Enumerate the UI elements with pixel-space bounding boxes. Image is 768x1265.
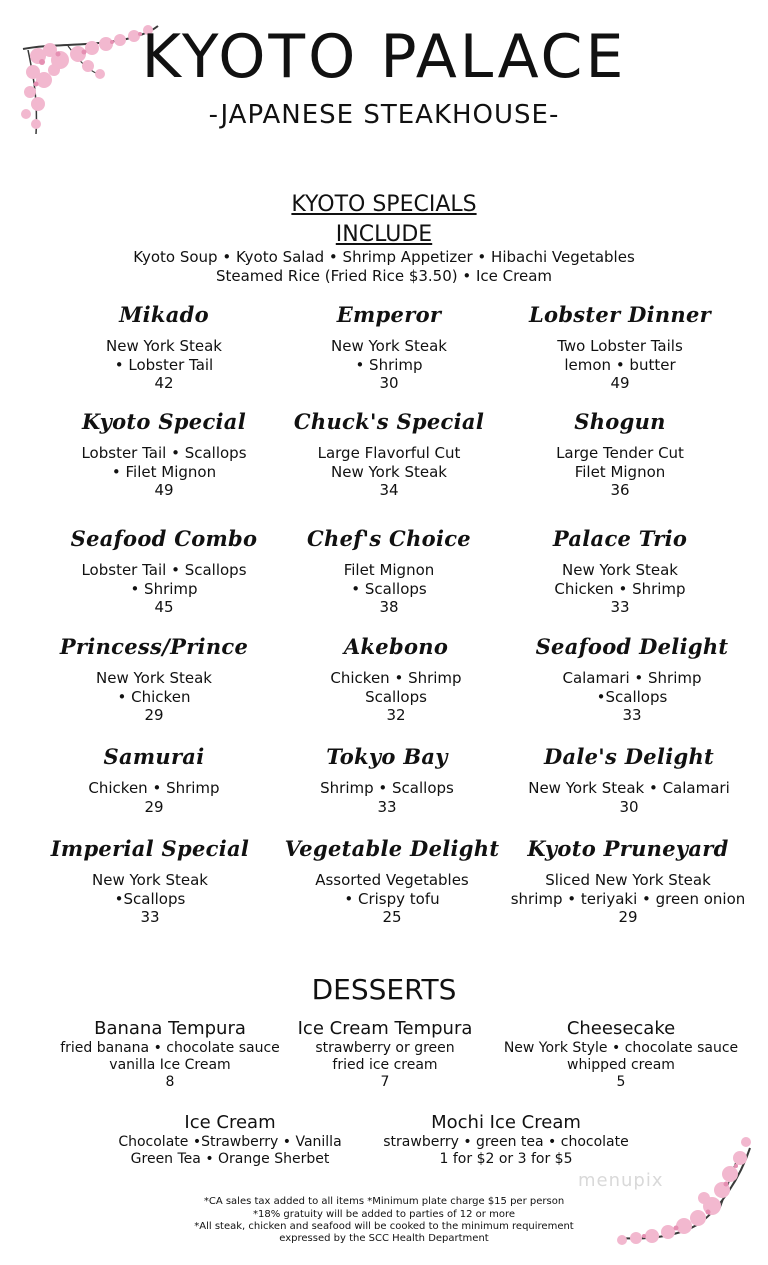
includes-line-2: Steamed Rice (Fried Rice $3.50) • Ice Cream xyxy=(215,267,553,285)
dish-name: Tokyo Bay xyxy=(326,744,448,769)
dish-line: Lobster Tail • Scallops xyxy=(81,561,247,579)
dessert-cheesecake xyxy=(490,1018,752,1091)
dish-price: 29 xyxy=(144,797,164,816)
dish-line: Large Flavorful Cut xyxy=(317,444,461,462)
dish-lobster-dinner xyxy=(500,302,740,393)
dessert-name: Cheesecake xyxy=(566,1018,676,1039)
dish-line: • Scallops xyxy=(351,579,427,598)
dish-imperial-special xyxy=(30,836,270,927)
desserts-heading: DESSERTS xyxy=(311,973,457,1006)
restaurant-title: KYOTO PALACE xyxy=(141,22,627,92)
dish-line: • Chicken xyxy=(117,687,191,706)
dish-emperor xyxy=(269,302,509,393)
dish-price: 49 xyxy=(610,374,630,392)
dish-name: Princess/Prince xyxy=(59,634,249,659)
dish-price: 38 xyxy=(379,598,399,616)
note-line-2: *18% gratuity will be added to parties of 12 or more xyxy=(253,1209,515,1220)
dessert-price: 7 xyxy=(380,1074,390,1090)
dish-name: Seafood Delight xyxy=(535,634,729,659)
dish-princess-prince xyxy=(34,634,274,725)
dish-name: Lobster Dinner xyxy=(528,302,712,327)
dish-name: Palace Trio xyxy=(552,526,688,551)
dish-price: 34 xyxy=(379,481,399,499)
dish-price: 30 xyxy=(619,797,639,816)
dish-line: shrimp • teriyaki • green onion xyxy=(510,889,746,908)
note-line-4: expressed by the SCC Health Department xyxy=(279,1233,489,1244)
watermark: menupix xyxy=(578,1170,664,1191)
dish-price: 29 xyxy=(618,908,638,926)
dish-samurai xyxy=(34,744,274,816)
dish-line: • Shrimp xyxy=(130,579,198,598)
dish-line: Chicken • Shrimp xyxy=(554,579,686,598)
dish-price: 25 xyxy=(382,908,402,926)
note-line-3: *All steak, chicken and seafood will be cooked to the minimum requirement xyxy=(194,1221,574,1232)
dish-price: 36 xyxy=(610,481,630,499)
dish-name: Akebono xyxy=(343,634,449,659)
dish-line: New York Steak xyxy=(331,337,447,355)
dish-chefs-choice xyxy=(269,526,509,617)
restaurant-subtitle: -JAPANESE STEAKHOUSE- xyxy=(208,100,560,130)
dish-line: Calamari • Shrimp xyxy=(562,669,702,687)
dish-line: Two Lobster Tails xyxy=(557,337,683,355)
dish-line: Sliced New York Steak xyxy=(545,871,711,889)
dish-kyoto-pruneyard xyxy=(500,836,756,927)
dish-price: 33 xyxy=(622,706,642,724)
dish-line: New York Steak xyxy=(92,871,208,889)
dish-tokyo-bay xyxy=(267,744,507,816)
dish-line: Scallops xyxy=(365,687,427,706)
dish-dales-delight xyxy=(509,744,749,816)
dish-line: • Crispy tofu xyxy=(344,889,440,908)
dish-seafood-combo xyxy=(44,526,284,617)
dish-price: 33 xyxy=(610,598,630,616)
dish-line: •Scallops xyxy=(114,889,186,908)
dish-price: 33 xyxy=(377,797,397,816)
dish-name: Vegetable Delight xyxy=(284,836,500,861)
dessert-mochi-ice-cream xyxy=(362,1112,650,1168)
dish-line: New York Steak xyxy=(96,669,212,687)
dish-price: 30 xyxy=(379,374,399,392)
dish-name: Chuck's Special xyxy=(293,409,485,434)
dessert-line: New York Style • chocolate sauce xyxy=(503,1040,739,1056)
note-line-1: *CA sales tax added to all items *Minimum plate charge $15 per person xyxy=(203,1196,565,1207)
dessert-line: 1 for $2 or 3 for $5 xyxy=(439,1151,573,1167)
dish-name: Emperor xyxy=(336,302,442,327)
dessert-line: fried banana • chocolate sauce xyxy=(60,1040,280,1056)
dish-name: Shogun xyxy=(574,409,666,434)
dish-line: lemon • butter xyxy=(564,355,676,374)
dessert-name: Ice Cream Tempura xyxy=(297,1018,473,1039)
dish-shogun xyxy=(500,409,740,500)
dish-line: New York Steak • Calamari xyxy=(528,779,730,797)
dish-name: Kyoto Pruneyard xyxy=(527,836,729,861)
dessert-price: 8 xyxy=(165,1074,175,1090)
dish-line: Filet Mignon xyxy=(343,561,435,579)
dish-price: 42 xyxy=(154,374,174,392)
specials-heading: KYOTO SPECIALS xyxy=(291,192,477,217)
dish-line: New York Steak xyxy=(331,462,447,481)
dish-name: Kyoto Special xyxy=(82,409,246,434)
dish-name: Chef's Choice xyxy=(307,526,471,551)
dish-mikado xyxy=(44,302,284,393)
dessert-line: whipped cream xyxy=(567,1057,675,1073)
dish-line: Large Tender Cut xyxy=(556,444,684,462)
dish-name: Imperial Special xyxy=(50,836,250,861)
dish-line: • Lobster Tail xyxy=(114,355,214,374)
dish-line: Chicken • Shrimp xyxy=(88,779,220,797)
dessert-line: Chocolate •Strawberry • Vanilla xyxy=(118,1134,342,1150)
dish-price: 32 xyxy=(386,706,406,724)
dish-line: Chicken • Shrimp xyxy=(330,669,462,687)
dish-line: Assorted Vegetables xyxy=(315,871,469,889)
dish-akebono xyxy=(276,634,516,725)
includes-line-1: Kyoto Soup • Kyoto Salad • Shrimp Appetizer • Hibachi Vegetables xyxy=(133,248,635,266)
dish-line: • Shrimp xyxy=(355,355,423,374)
dessert-price: 5 xyxy=(616,1074,626,1090)
dessert-name: Banana Tempura xyxy=(94,1018,246,1039)
dessert-banana-tempura xyxy=(40,1018,300,1091)
dish-price: 33 xyxy=(140,908,160,926)
dish-kyoto-special xyxy=(44,409,284,500)
dessert-ice-cream-tempura xyxy=(285,1018,485,1091)
dish-price: 29 xyxy=(144,706,164,724)
dish-line: New York Steak xyxy=(106,337,222,355)
dish-name: Samurai xyxy=(103,744,205,769)
dessert-line: fried ice cream xyxy=(332,1057,438,1073)
dessert-line: vanilla Ice Cream xyxy=(109,1057,231,1073)
dish-name: Mikado xyxy=(119,302,209,327)
dish-price: 49 xyxy=(154,481,174,499)
dish-line: New York Steak xyxy=(562,561,678,579)
dessert-name: Mochi Ice Cream xyxy=(431,1112,581,1133)
dessert-line: strawberry • green tea • chocolate xyxy=(383,1134,629,1150)
dish-vegetable-delight xyxy=(272,836,512,927)
dish-line: Lobster Tail • Scallops xyxy=(81,444,247,462)
dessert-line: Green Tea • Orange Sherbet xyxy=(130,1151,330,1167)
dish-chucks-special xyxy=(269,409,509,500)
specials-include-heading: INCLUDE xyxy=(335,222,433,247)
dish-line: Shrimp • Scallops xyxy=(320,779,454,797)
dish-seafood-delight xyxy=(512,634,752,725)
dish-name: Dale's Delight xyxy=(543,744,715,769)
dish-line: Filet Mignon xyxy=(574,462,666,481)
dish-palace-trio xyxy=(500,526,740,617)
dessert-ice-cream xyxy=(110,1112,350,1168)
dish-price: 45 xyxy=(154,598,174,616)
dessert-line: strawberry or green xyxy=(315,1040,455,1056)
dish-name: Seafood Combo xyxy=(70,526,258,551)
dessert-name: Ice Cream xyxy=(184,1112,276,1133)
dish-line: •Scallops xyxy=(596,687,668,706)
dish-line: • Filet Mignon xyxy=(111,462,217,481)
